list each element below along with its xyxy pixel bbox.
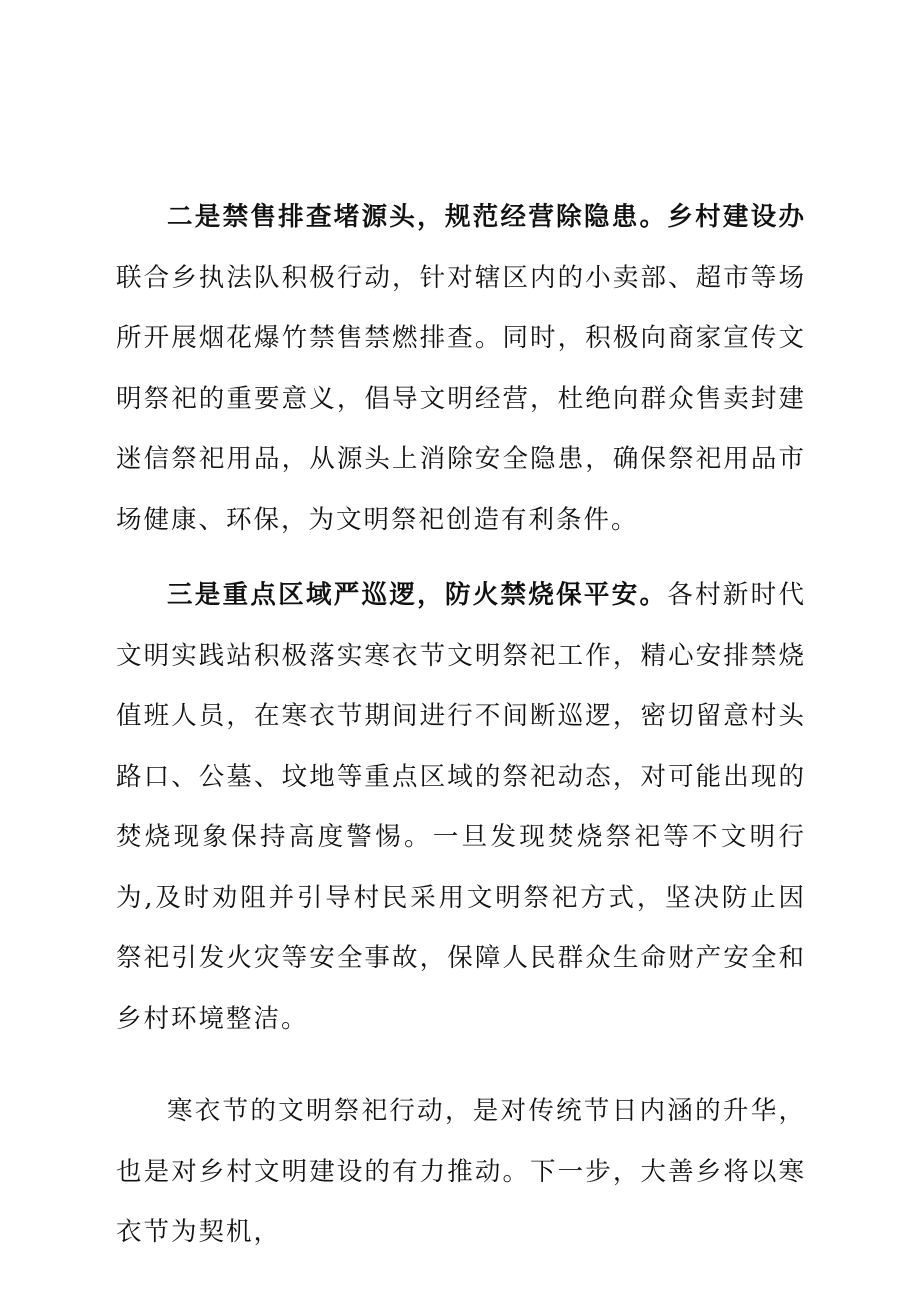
paragraph-lead-heading: 三是重点区域严巡逻，防火禁烧保平安。 <box>167 580 668 610</box>
paragraph-lead-heading: 二是禁售排查堵源头，规范经营除隐患。乡村建设办 <box>167 202 806 232</box>
document-body <box>116 187 806 1263</box>
paragraph-body-text: 各村新时代文明实践站积极落实寒衣节文明祭祀工作，精心安排禁烧值班人员，在寒衣节期间进行不间断巡逻，密切留意村头路口、公墓、坟地等重点区域的祭祀动态，对可能出现的焚烧现象保持高度警惕。一旦发现焚烧祭祀等不文明行为,及时劝阻并引导村民采用文明祭祀方式，坚决防止因祭祀引发火灾等安全事故，保障人民群众生命财产安全和乡村环境整洁。 <box>116 580 806 1034</box>
paragraph-patrol-fire-prevention <box>116 565 806 1049</box>
paragraph-sales-inspection <box>116 187 806 550</box>
paragraph-body-text: 联合乡执法队积极行动，针对辖区内的小卖部、超市等场所开展烟花爆竹禁售禁燃排查。同时，积极向商家宣传文明祭祀的重要意义，倡导文明经营，杜绝向群众售卖封建迷信祭祀用品，从源头上消除安全隐患，确保祭祀用品市场健康、环保，为文明祭祀创造有利条件。 <box>116 262 806 535</box>
paragraph-conclusion <box>116 1081 806 1263</box>
paragraph-body-text: 寒衣节的文明祭祀行动，是对传统节日内涵的升华，也是对乡村文明建设的有力推动。下一步，大善乡将以寒衣节为契机， <box>116 1096 806 1247</box>
